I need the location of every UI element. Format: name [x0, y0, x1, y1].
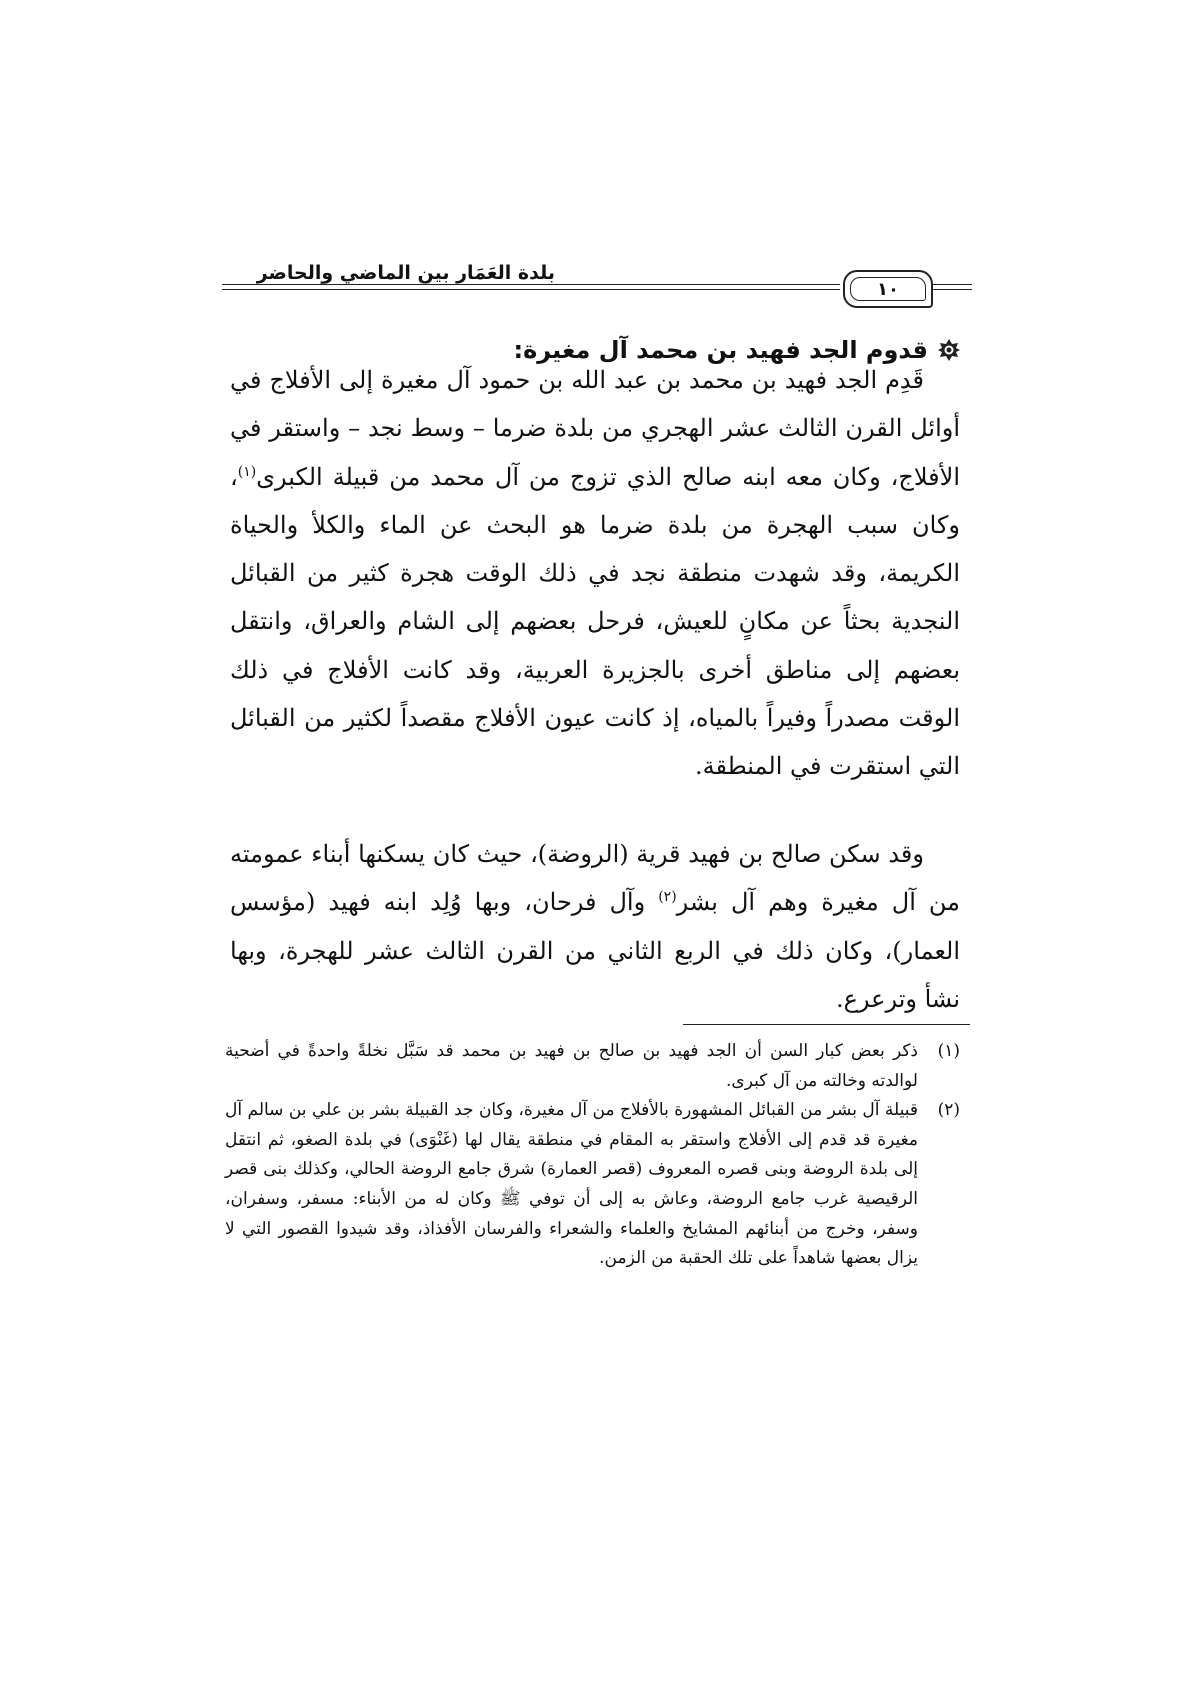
footnote-number: (١)	[937, 1041, 960, 1061]
page-number-box	[843, 270, 933, 308]
paragraph-1-text-b: ، وكان سبب الهجرة من بلدة ضرما هو البحث عن الماء والكلأ والحياة الكريمة، وقد شهدت منطقة نجد في ذلك الوقت هجرة كثير من القبائل النجدية بحثاً عن مكانٍ للعيش، فرحل بعضهم إلى الشام والعراق، وانتقل بعضهم إلى مناطق أخرى بالجزيرة العربية، وقد كانت الأفلاج في ذلك الوقت مصدراً وفيراً بالمياه، إذ كانت عيون الأفلاج مقصداً لكثير من القبائل التي استقرت في المنطقة.	[230, 462, 960, 781]
body-paragraph-1	[230, 356, 960, 791]
header-rule-right-lower	[932, 289, 972, 290]
footnote-2	[225, 1096, 960, 1274]
header-rule-left	[222, 284, 840, 285]
footnote-text: ذكر بعض كبار السن أن الجد فهيد بن صالح بن فهيد بن محمد قد سَبَّل نخلةً واحدةً في أضحية لوالدته وخالته من آل كبرى.	[225, 1041, 918, 1091]
running-title: بلدة العَمَار بين الماضي والحاضر	[256, 262, 555, 284]
header-rule-right	[932, 284, 972, 285]
body-paragraph-2	[230, 830, 960, 1023]
paragraph-2-text-a: وقد سكن صالح بن فهيد قرية (الروضة)، حيث كان يسكنها أبناء عمومته من آل مغيرة وهم آل بشر	[230, 840, 960, 917]
paragraph-1-text-a: قَدِم الجد فهيد بن محمد بن عبد الله بن حمود آل مغيرة إلى الأفلاج في أوائل القرن الثالث عشر الهجري من بلدة ضرما – وسط نجد – واستقر في الأفلاج، وكان معه ابنه صالح الذي تزوج من آل محمد من قبيلة الكبرى	[230, 366, 960, 491]
footnote-text: قبيلة آل بشر من القبائل المشهورة بالأفلاج من آل مغيرة، وكان جد القبيلة بشر بن علي بن سالم آل مغيرة قد قدم إلى الأفلاج واستقر به المقام في منطقة يقال لها (غَنْوَى) في بلدة الصغو، ثم انتقل إلى بلدة الروضة وبنى قصره المعروف (قصر العمارة) شرق جامع الروضة الحالي، وكذلك بنى قصر الرقيصية غرب جامع الروضة، وعاش به إلى أن توفي ﷺ وكان له من الأبناء: مسفر، وسفران، وسفر، وخرج من أبنائهم المشايخ والعلماء والشعراء والفرسان الأفذاذ، وقد شيدوا القصور التي لا يزال بعضها شاهداً على تلك الحقبة من الزمن.	[225, 1100, 918, 1269]
header-rule-left-lower	[222, 289, 840, 290]
footnote-separator	[683, 1024, 970, 1025]
footnotes	[225, 1037, 960, 1274]
section-heading-text: قدوم الجد فهيد بن محمد آل مغيرة:	[513, 336, 928, 364]
footnote-ref-2[interactable]: (٢)	[658, 889, 677, 906]
paragraph-2-text-b: وآل فرحان، وبها وُلِد ابنه فهيد (مؤسس العمار)، وكان ذلك في الربع الثاني من القرن الثالث عشر للهجرة، وبها نشأ وترعرع.	[230, 888, 960, 1013]
footnote-number: (٢)	[937, 1100, 960, 1121]
footnote-1	[225, 1037, 960, 1096]
page-number: ١٠	[850, 277, 926, 301]
footnote-ref-1[interactable]: (١)	[237, 463, 257, 480]
